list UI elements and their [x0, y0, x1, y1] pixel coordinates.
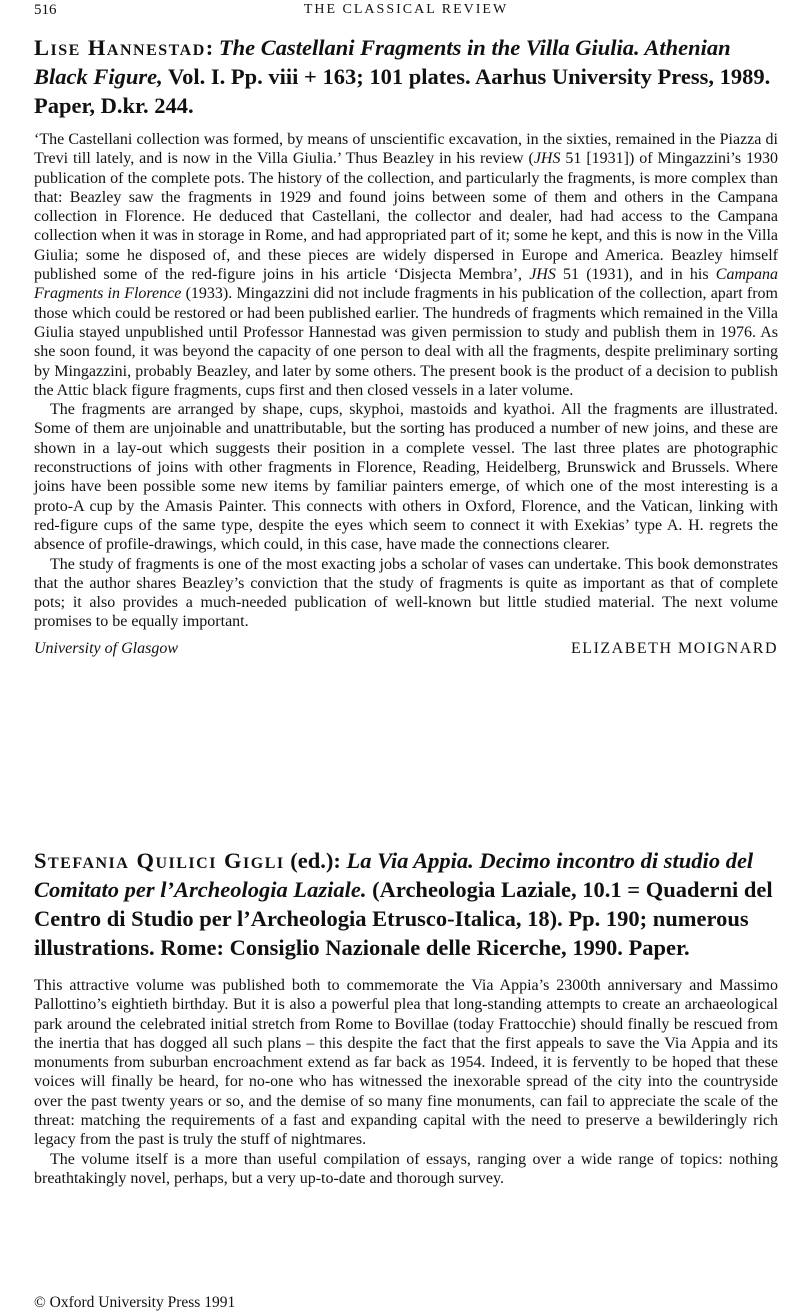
body-paragraph	[34, 976, 778, 1150]
text-run: This attractive volume was published both to commemorate the Via Appia’s 2300th anniversary and Massimo Pallottino’s eightieth birthday. But it is also a powerful plea that long-standing attempts to create an archaeological park around the celebrated initial stretch from Rome to Bovillae (today Frattocchie) should finally be rescued from the inertia that has dogged all such plans – this despite the fact that the first appeals to save the Via Appia and its monuments from suburban encroachment extend as far back as 1954. Indeed, it is fervently to be hoped that these voices will finally be heard, for no-one who has witnessed the inexorable spread of the city into the countryside over the past twenty years or so, and the demise of so many fine monuments, can fail to appreciate the scale of the threat: matching the requirements of a fast and expanding capital with the need to preserve a bewilderingly rich legacy from the past is truly the stuff of nightmares.	[34, 977, 778, 1149]
journal-title: THE CLASSICAL REVIEW	[303, 2, 509, 17]
review-body	[34, 130, 778, 632]
text-run: 51 (1931), and in his	[555, 266, 716, 284]
review-heading: Lise Hannestad: The Castellani Fragments in the Villa Giulia. Athenian Black Figure, Vol. I. Pp. viii + 163; 101 plates. Aarhus University Press, 1989. Paper, D.kr. 244.	[34, 35, 771, 118]
review-hannestad	[34, 33, 778, 658]
book-title: The Castellani Fragments in the Villa Giulia. Athenian Black Figure,	[34, 35, 731, 89]
reviewer-signature	[34, 640, 778, 658]
book-details: (Archeologia Laziale, 10.1 = Quaderni del Centro di Studio per l’Archeologia Etrusco-Italica, 18). Pp. 190; numerous illustrations. Rome: Consiglio Nazionale delle Ricerche, 1990. Paper.	[34, 877, 773, 960]
review-heading	[34, 846, 778, 962]
review-body	[34, 976, 778, 1188]
running-head	[34, 2, 778, 24]
reviewer-institution: University of Glasgow	[34, 639, 178, 657]
body-paragraph	[34, 555, 778, 632]
body-paragraph	[34, 130, 778, 400]
text-run: The fragments are arranged by shape, cups, skyphoi, mastoids and kyathoi. All the fragments are illustrated. Some of them are unjoinable and unattributable, but the sorting has produced a number of new joins, and these are shown in a lay-out which suggests their position in a complete vessel. The last three plates are photographic reconstructions of joins with other fragments in Florence, Reading, Heidelberg, Brunswick and Brussels. Where joins have been possible some new items by familiar painters emerge, of which one of the most interesting is a proto-A cup by the Amasis Painter. This connects with others in Oxford, Florence, and the Vatican, linking with red-figure cups of the same type, despite the eyes which seem to connect it with Exekias’ type A. H. regrets the absence of profile-drawings, which could, in this case, have made the connections clearer.	[34, 401, 778, 554]
body-paragraph	[34, 1150, 778, 1189]
italic-text: Campana Fragments in Florence	[34, 266, 778, 303]
copyright-notice: © Oxford University Press 1991	[34, 1294, 236, 1311]
text-run: (1933). Mingazzini did not include fragments in his publication of the collection, apart from those which could be restored or had been published earlier. The hundreds of fragments which remained in the Villa Giulia stayed unpublished until Professor Hannestad was given permission to study and publish them in 1976. As she soon found, it was beyond the capacity of one person to deal with all the fragments, despite preliminary sorting by Mingazzini, probably Beazley, and later by some others. The present book is the product of a decision to publish the Attic black figure fragments, cups first and then closed vessels in a later volume.	[34, 285, 778, 399]
text-run: The study of fragments is one of the most exacting jobs a scholar of vases can undertake. This book demonstrates that the author shares Beazley’s conviction that the study of fragments is quite as important as that of complete pots; it also provides a much-needed publication of well-known but little studied material. The next volume promises to be equally important.	[34, 555, 778, 631]
text-run: The volume itself is a more than useful compilation of essays, ranging over a wide range of topics: nothing breathtakingly novel, perhaps, but a very up-to-date and thorough survey.	[34, 1150, 778, 1187]
text-run: 51 [1931]) of Mingazzini’s 1930 publication of the complete pots. The history of the collection, and particularly the fragments, is more complex than that: Beazley saw the fragments in 1929 and found joins between some of them and others in the Campana collection in Florence. He deduced that Castellani, the collector and dealer, had had access to the Campana collection when it was in storage in Rome, and had appropriated part of it; some he kept, and this is now in the Villa Giulia; some he disposed of, and these pieces are widely dispersed in Europe and America. Beazley himself published some of the red-figure joins in his article ‘Disjecta Membra’,	[34, 150, 778, 284]
body-paragraph	[34, 400, 778, 554]
editor-mark: (ed.):	[284, 848, 347, 873]
reviewer-name: ELIZABETH MOIGNARD	[571, 639, 778, 657]
book-details: Vol. I. Pp. viii + 163; 101 plates. Aarhus University Press, 1989. Paper, D.kr. 244.	[34, 64, 771, 118]
italic-text: JHS	[533, 150, 561, 168]
book-title: La Via Appia. Decimo incontro di studio del Comitato per l’Archeologia Laziale.	[34, 848, 754, 902]
text-run: ‘The Castellani collection was formed, by means of unscientific excavation, in the sixties, remained in the Piazza di Trevi till lately, and is now in the Villa Giulia.’ Thus Beazley in his review (	[34, 131, 778, 168]
review-quilici-gigli	[34, 846, 778, 1188]
page-number: 516	[34, 2, 57, 18]
book-author: Stefania Quilici Gigli	[34, 848, 285, 873]
book-author: Lise Hannestad	[34, 35, 206, 60]
italic-text: JHS	[529, 266, 556, 284]
